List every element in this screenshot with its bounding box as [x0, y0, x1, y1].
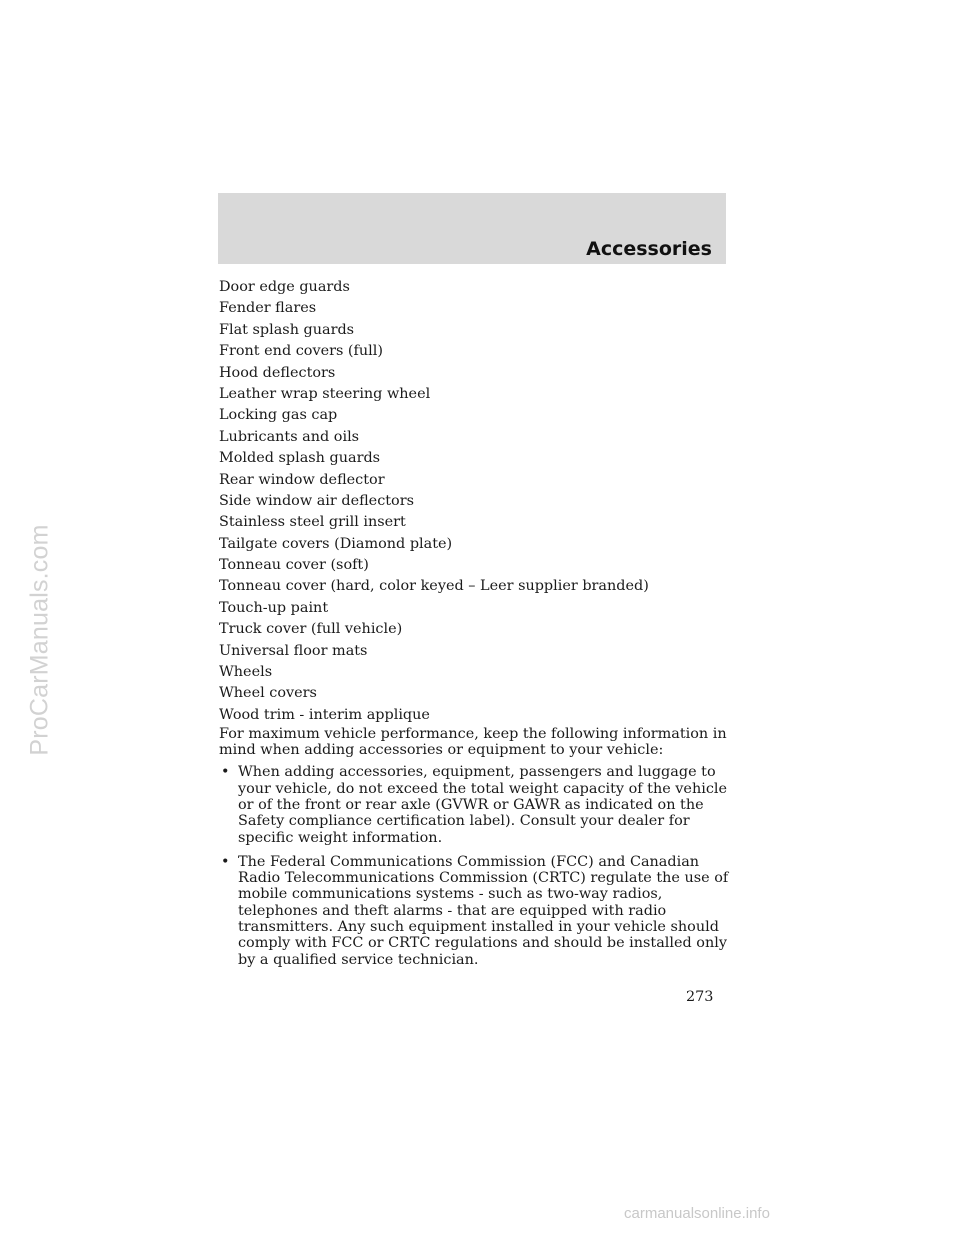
list-item: Hood deflectors: [219, 364, 336, 381]
list-item: Wheels: [219, 664, 273, 681]
list-item: Fender flares: [219, 300, 317, 317]
list-item: Flat splash guards: [219, 321, 355, 338]
side-watermark: [10, 500, 70, 780]
page-content: [219, 278, 729, 976]
list-item: Locking gas cap: [219, 407, 338, 424]
list-item: Side window air deflectors: [219, 492, 414, 509]
page-number: 273: [686, 989, 714, 1005]
list-item: Touch-up paint: [219, 599, 329, 616]
list-item: Lubricants and oils: [219, 428, 360, 445]
list-item: Wheel covers: [219, 685, 317, 702]
side-watermark-text: ProCarManuals.com: [25, 524, 54, 756]
bullet-item: [219, 854, 729, 968]
list-item: Front end covers (full): [219, 343, 383, 360]
list-item: Rear window deflector: [219, 471, 385, 488]
list-item: Stainless steel grill insert: [219, 514, 406, 531]
list-item: Tonneau cover (soft): [219, 557, 369, 574]
list-item: Truck cover (full vehicle): [219, 621, 403, 638]
bullet-dot: •: [221, 764, 230, 781]
list-item: Wood trim - interim applique: [219, 706, 430, 723]
bullet-item: [219, 764, 729, 845]
list-item: Tailgate covers (Diamond plate): [219, 535, 453, 552]
accessory-list: [219, 278, 729, 724]
bottom-watermark: carmanualsonline.info: [624, 1205, 770, 1222]
intro-paragraph: For maximum vehicle performance, keep the following information in mind when adding accessories or equipment to your vehicle:: [219, 726, 727, 758]
list-item: Leather wrap steering wheel: [219, 385, 431, 402]
section-header-band: [218, 193, 726, 264]
bullet-text: When adding accessories, equipment, passengers and luggage to your vehicle, do not exceed the total weight capacity of the vehicle or of the front or rear axle (GVWR or GAWR as indicated on the Safety compliance certification label). Consult your dealer for specific weight information.: [238, 764, 727, 846]
list-item: Door edge guards: [219, 279, 350, 295]
list-item: Universal floor mats: [219, 642, 368, 659]
bullet-dot: •: [221, 853, 230, 870]
bullet-text: The Federal Communications Commission (FCC) and Canadian Radio Telecommunications Commission (CRTC) regulate the use of mobile communications systems - such as two-way radios, telephones and theft alarms - that are equipped with radio transmitters. Any such equipment installed in your vehicle should comply with FCC or CRTC regulations and should be installed only by a qualified service technician.: [238, 853, 729, 968]
list-item: Tonneau cover (hard, color keyed – Leer supplier branded): [219, 578, 649, 595]
section-title: Accessories: [586, 238, 712, 260]
list-item: Molded splash guards: [219, 450, 381, 467]
